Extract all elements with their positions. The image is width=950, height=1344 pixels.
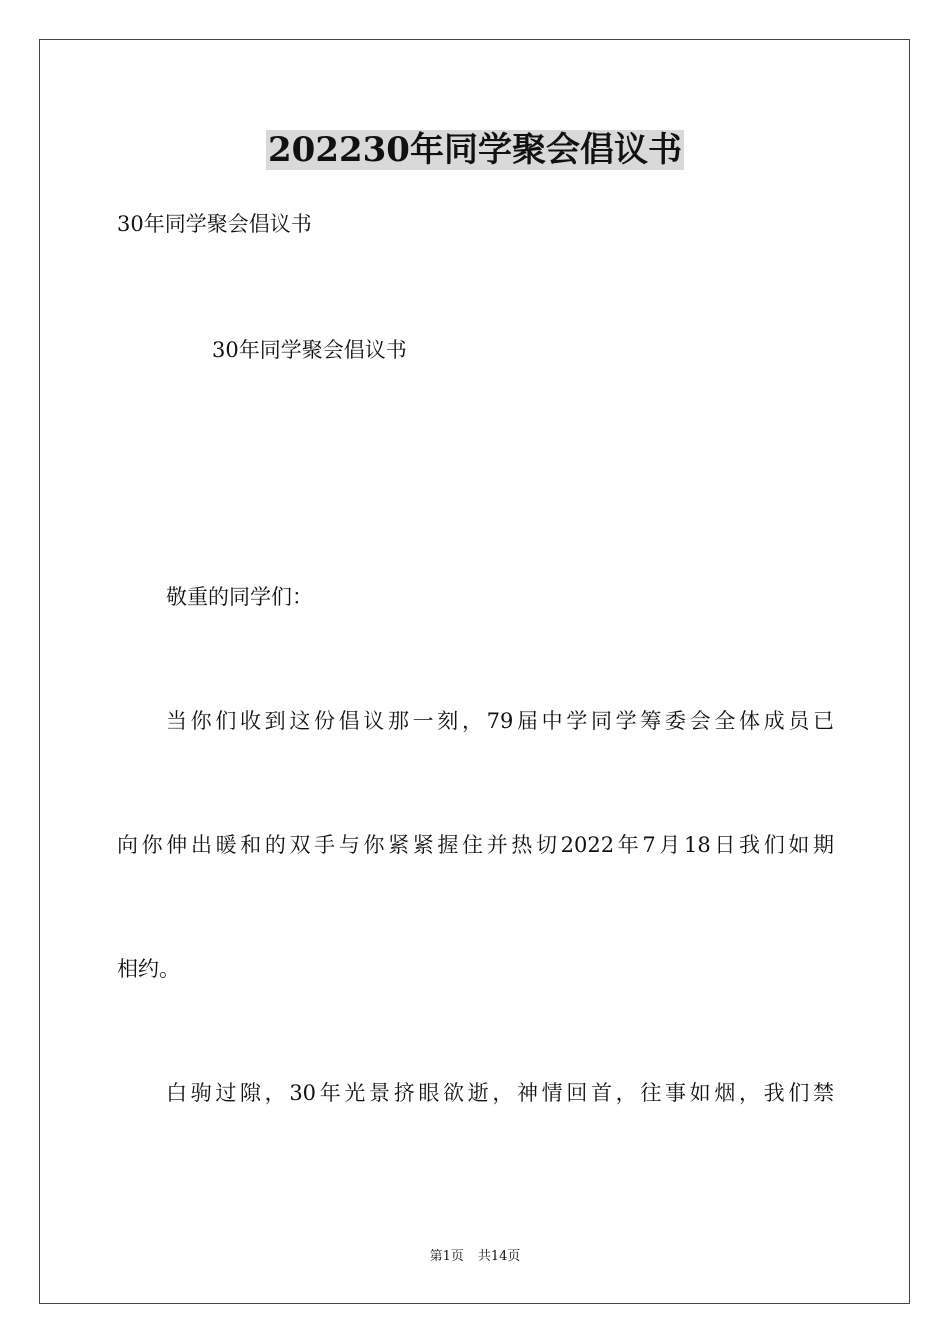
paragraph-1-line-3: 相约。 xyxy=(117,957,180,981)
page-number-total: 共14页 xyxy=(477,1249,521,1264)
page-footer xyxy=(0,1248,950,1266)
page-number-current: 第1页 xyxy=(429,1249,464,1264)
paragraph-2-line-1: 白驹过隙，30年光景挤眼欲逝，神情回首，往事如烟，我们禁 xyxy=(166,1081,834,1105)
document-title xyxy=(0,128,950,172)
document-subtitle: 30年同学聚会倡议书 xyxy=(117,212,312,236)
greeting: 敬重的同学们： xyxy=(166,585,313,609)
document-heading: 30年同学聚会倡议书 xyxy=(212,338,407,362)
paragraph-1-line-1: 当你们收到这份倡议那一刻，79届中学同学筹委会全体成员已 xyxy=(166,709,834,733)
paragraph-1-line-2: 向你伸出暖和的双手与你紧紧握住并热切2022年7月18日我们如期 xyxy=(117,833,834,857)
document-title-text: 202230年同学聚会倡议书 xyxy=(268,130,682,170)
